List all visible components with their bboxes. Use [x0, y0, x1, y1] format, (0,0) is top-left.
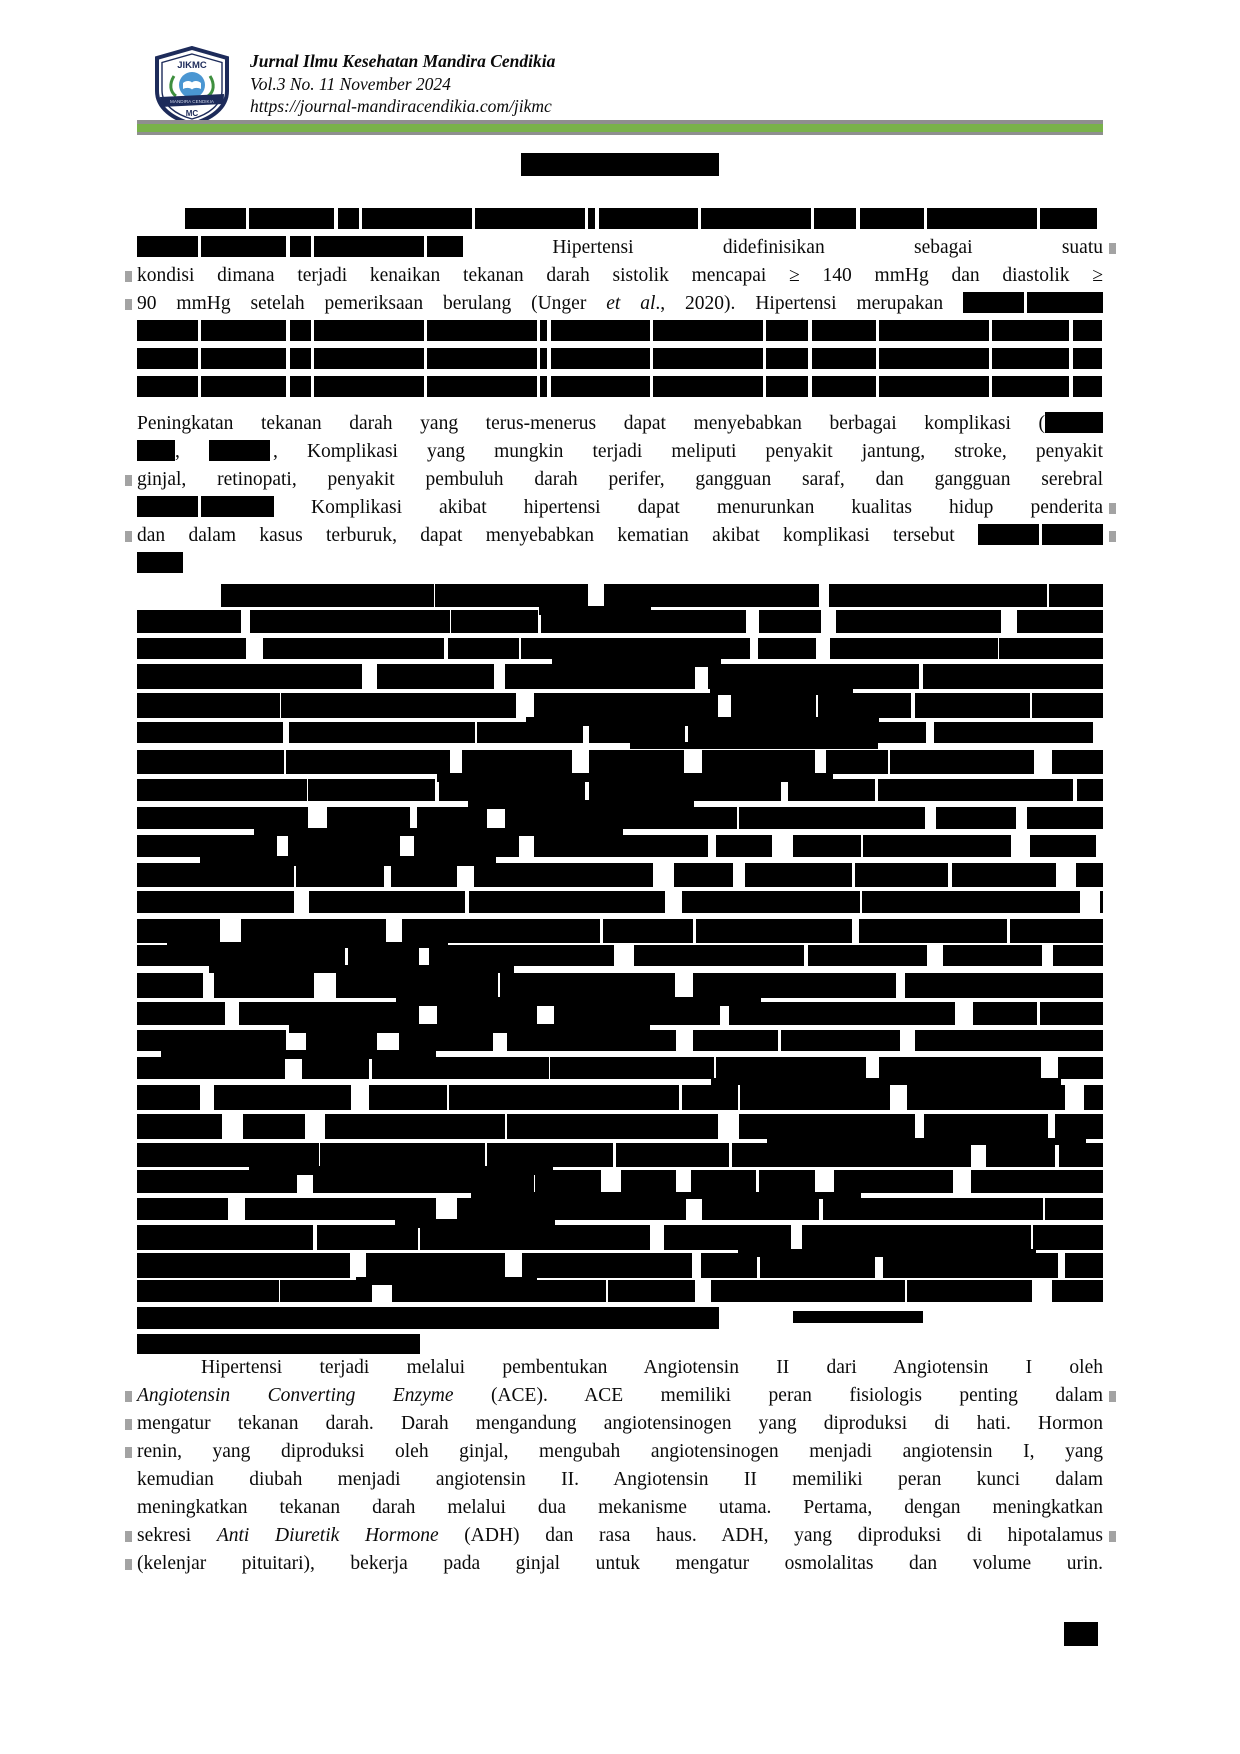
- redaction-bar: [1045, 1198, 1103, 1220]
- redaction-bar: [137, 440, 175, 461]
- redaction-bar: [137, 552, 183, 573]
- text-line: [137, 522, 1103, 550]
- redaction-bar: [327, 807, 410, 829]
- redaction-bar: [760, 1253, 875, 1277]
- text-span: 90 mmHg setelah pemeriksaan berulang (Unger: [137, 293, 607, 314]
- text-line: [137, 1494, 1103, 1522]
- journal-logo-icon: [150, 46, 234, 126]
- redaction-bar: [137, 779, 307, 801]
- redaction-bar: [879, 1057, 1041, 1079]
- redaction-bar: [716, 835, 772, 857]
- redaction-bar: [462, 750, 572, 775]
- paragraph-mekanisme: [137, 1354, 1103, 1578]
- redaction-bar: [417, 807, 488, 829]
- redaction-bar: [781, 1030, 900, 1051]
- redaction-bar: [429, 945, 614, 966]
- redaction-bar: [296, 863, 384, 886]
- redaction-bar: [137, 863, 294, 886]
- redaction-bar: [280, 1280, 372, 1302]
- redaction-bar: [239, 1002, 419, 1025]
- redaction-bar: [505, 664, 695, 689]
- redaction-bar: [137, 891, 294, 914]
- redaction-bar: [414, 835, 519, 857]
- redaction-bar: [507, 1114, 718, 1139]
- redaction-bar: [731, 693, 816, 718]
- redaction-bar: [729, 1002, 955, 1025]
- svg-text:MANDIRA CENDIKIA: MANDIRA CENDIKIA: [170, 99, 214, 104]
- redaction-bar: [1027, 807, 1103, 829]
- redaction-bar: [603, 919, 692, 943]
- redaction-bar: [137, 1307, 719, 1329]
- redaction-bar: [137, 1170, 297, 1193]
- redaction-bar: [1040, 1002, 1103, 1025]
- redaction-bar: [534, 835, 709, 857]
- redaction-bar: [137, 1334, 420, 1354]
- redaction-bar: [963, 292, 1103, 313]
- redaction-bar: [999, 638, 1103, 659]
- redaction-bar: [711, 1078, 1061, 1084]
- redaction-bar: [241, 919, 386, 943]
- redaction-bar: [308, 779, 435, 801]
- redaction-bar: [696, 919, 852, 943]
- redaction-bar: [883, 1253, 1058, 1277]
- redaction-bar: [286, 750, 450, 775]
- text-line: [137, 1522, 1103, 1550]
- redaction-bar: [788, 779, 874, 801]
- redaction-bar: [137, 693, 280, 718]
- redaction-bar: [137, 1143, 319, 1167]
- redaction-bar: [971, 1170, 1103, 1193]
- redaction-bar: [302, 1057, 369, 1079]
- redaction-bar: [739, 1114, 915, 1139]
- redaction-bar: [309, 891, 465, 914]
- redaction-bar: [758, 638, 816, 659]
- text-span: mengatur tekanan darah. Darah mengandung angiotensinogen yang diproduksi di hati. Hormon: [137, 1413, 1103, 1434]
- redaction-bar: [708, 664, 919, 689]
- redaction-bar: [608, 1280, 695, 1302]
- redaction-bar: [541, 610, 746, 633]
- italic-text: et al: [606, 293, 656, 314]
- redaction-bar: [701, 1253, 757, 1277]
- text-span: Komplikasi akibat hipertensi dapat menurunkan kualitas hidup penderita: [274, 497, 1103, 518]
- redaction-bar: [688, 722, 926, 743]
- redaction-bar: [674, 863, 733, 886]
- redaction-bar: [826, 750, 889, 775]
- header-divider-bar: [137, 120, 1103, 135]
- redaction-bar: [137, 835, 277, 857]
- paragraph-intro: [137, 206, 1103, 402]
- redaction-bar: [137, 664, 362, 689]
- redaction-bar: [137, 919, 220, 943]
- text-line: [137, 262, 1103, 290]
- redaction-bar: [137, 496, 274, 517]
- svg-text:JIKMC: JIKMC: [177, 60, 207, 71]
- redaction-bar: [943, 945, 1042, 966]
- redaction-bar: [682, 891, 861, 914]
- redaction-bar: [449, 1085, 679, 1110]
- text-line: [137, 234, 1103, 262]
- redaction-bar: [554, 1002, 721, 1025]
- redaction-bar: [923, 664, 1103, 689]
- redaction-bar: [250, 610, 450, 633]
- redaction-bar: [759, 1170, 814, 1193]
- redaction-bar: [1045, 412, 1103, 433]
- text-line: [137, 1382, 1103, 1410]
- redaction-bar: [137, 1002, 225, 1025]
- text-line: [137, 1550, 1103, 1578]
- redaction-bar: [702, 750, 815, 775]
- redaction-bar: [907, 1280, 1032, 1302]
- journal-name: Jurnal Ilmu Kesehatan Mandira Cendikia: [250, 51, 556, 71]
- redaction-bar: [823, 1198, 1043, 1220]
- text-line: [137, 1466, 1103, 1494]
- redaction-bar: [1065, 1253, 1103, 1277]
- text-line: [137, 206, 1103, 234]
- redaction-bar: [716, 1057, 866, 1079]
- redaction-bar: [469, 891, 666, 914]
- text-span: , Komplikasi yang mungkin terjadi meliputi penyakit jantung, stroke, penyakit: [272, 441, 1103, 462]
- redaction-bar: [711, 1280, 905, 1302]
- redaction-bar: [1059, 1143, 1103, 1167]
- redaction-bar: [402, 919, 600, 943]
- redaction-bar: [1076, 863, 1103, 886]
- redaction-bar: [137, 750, 284, 775]
- redacted-page-number: [1064, 1622, 1098, 1646]
- redaction-bar: [604, 584, 819, 607]
- redaction-bar: [691, 1170, 757, 1193]
- svg-text:MC: MC: [185, 109, 199, 118]
- redaction-bar: [616, 1143, 729, 1167]
- redaction-bar: [1049, 584, 1103, 607]
- redaction-bar: [1032, 693, 1103, 718]
- redaction-bar: [1052, 750, 1103, 775]
- redaction-bar: [439, 779, 585, 801]
- redaction-bar: [986, 1143, 1055, 1167]
- redaction-bar: [550, 1057, 714, 1079]
- text-span: (ACE). ACE memiliki peran fisiologis penting dalam: [453, 1385, 1103, 1406]
- redaction-bar: [621, 1170, 676, 1193]
- redaction-bar: [500, 973, 675, 998]
- redaction-bar: [281, 693, 516, 718]
- text-line: [137, 410, 1103, 438]
- italic-text: Anti Diuretik Hormone: [216, 1525, 439, 1546]
- redaction-bar: [451, 610, 538, 633]
- redaction-bar: [834, 1170, 953, 1193]
- redaction-bar: [818, 693, 911, 718]
- redaction-bar: [745, 863, 853, 886]
- text-span: renin, yang diproduksi oleh ginjal, mengubah angiotensinogen menjadi angiotensin I, yang: [137, 1441, 1103, 1462]
- text-span: ., 2020). Hipertensi merupakan: [655, 293, 963, 314]
- redaction-bar: [702, 1198, 820, 1220]
- text-line: [137, 550, 1103, 578]
- redaction-bar: [1100, 891, 1103, 914]
- journal-volume: Vol.3 No. 11 November 2024: [250, 73, 451, 94]
- redaction-bar: [137, 722, 283, 743]
- redaction-bar: [137, 610, 241, 633]
- redaction-bar: [137, 376, 1103, 397]
- redaction-bar: [829, 584, 1047, 607]
- text-span: Hipertensi terjadi melalui pembentukan Angiotensin II dari Angiotensin I oleh: [201, 1357, 1103, 1378]
- redaction-bar: [137, 1280, 279, 1302]
- redaction-bar: [589, 750, 685, 775]
- redaction-bar: [288, 835, 400, 857]
- redaction-bar: [862, 891, 1079, 914]
- redaction-bar: [1053, 945, 1103, 966]
- page-header: [150, 46, 555, 126]
- text-line: [137, 374, 1103, 402]
- redaction-bar: [243, 1114, 304, 1139]
- redaction-bar: [739, 807, 925, 829]
- redaction-bar: [317, 1225, 418, 1250]
- redacted-article-title: [521, 153, 719, 176]
- redaction-bar: [830, 638, 998, 659]
- redaction-bar: [477, 722, 583, 743]
- redaction-bar: [457, 1198, 687, 1220]
- redaction-bar: [793, 835, 861, 857]
- redaction-bar: [1055, 1114, 1103, 1139]
- redaction-bar: [137, 1253, 350, 1277]
- text-span: dan dalam kasus terburuk, dapat menyebabkan kematian akibat komplikasi tersebut: [137, 525, 978, 546]
- redaction-bar: [263, 638, 444, 659]
- redaction-bar: [289, 722, 475, 743]
- redaction-bar: [630, 742, 878, 749]
- redaction-bar: [209, 440, 273, 461]
- text-line: [137, 1438, 1103, 1466]
- redaction-bar: [505, 807, 737, 829]
- redaction-bar: [448, 638, 519, 659]
- text-line: [137, 438, 1103, 466]
- text-span: Peningkatan tekanan darah yang terus-menerus dapat menyebabkan berbagai komplikasi (: [137, 413, 1045, 434]
- text-span: meningkatkan tekanan darah melalui dua mekanisme utama. Pertama, dengan meningkatkan: [137, 1497, 1103, 1518]
- text-line: [137, 318, 1103, 346]
- redaction-bar: [1017, 610, 1103, 633]
- text-span: Hipertensi didefinisikan sebagai suatu: [463, 237, 1103, 258]
- redaction-bar: [437, 1002, 537, 1025]
- redaction-bar: [535, 1170, 601, 1193]
- text-span: ,: [175, 441, 209, 462]
- text-line: [137, 1410, 1103, 1438]
- redaction-bar: [137, 1057, 285, 1079]
- italic-text: Angiotensin Converting Enzyme: [137, 1385, 454, 1406]
- redaction-bar: [1077, 779, 1103, 801]
- redaction-bar: [915, 1030, 1104, 1051]
- redaction-bar: [802, 1225, 1032, 1250]
- redaction-bar: [589, 779, 782, 801]
- redaction-bar: [137, 638, 246, 659]
- redaction-bar: [474, 863, 653, 886]
- redaction-bar: [348, 945, 419, 966]
- redaction-bar: [137, 348, 1103, 369]
- text-span: ginjal, retinopati, penyakit pembuluh darah perifer, gangguan saraf, dan gangguan serebral: [137, 469, 1103, 490]
- redaction-bar: [890, 750, 1034, 775]
- redaction-bar: [1084, 1085, 1103, 1110]
- text-span: (ADH) dan rasa haus. ADH, yang diproduksi di hipotalamus: [438, 1525, 1103, 1546]
- redaction-bar: [693, 973, 896, 998]
- redaction-bar: [366, 1253, 505, 1277]
- text-line: [137, 290, 1103, 318]
- redaction-bar: [325, 1114, 506, 1139]
- redacted-text-block: [137, 584, 1103, 1350]
- redaction-bar: [214, 973, 313, 998]
- redaction-bar: [808, 945, 927, 966]
- redaction-bar: [634, 945, 805, 966]
- redaction-bar: [377, 664, 494, 689]
- redaction-bar: [214, 1085, 351, 1110]
- redaction-bar: [137, 807, 308, 829]
- redaction-bar: [522, 1253, 693, 1277]
- text-line: [137, 466, 1103, 494]
- redaction-bar: [855, 863, 948, 886]
- redaction-bar: [1010, 919, 1103, 943]
- redaction-bar: [589, 722, 685, 743]
- redaction-bar: [336, 973, 499, 998]
- redaction-bar: [306, 1030, 377, 1051]
- redaction-bar: [924, 1114, 1048, 1139]
- redaction-bar: [905, 973, 1103, 998]
- redaction-bar: [682, 1085, 739, 1110]
- text-line: [137, 346, 1103, 374]
- redaction-bar: [907, 1085, 1065, 1110]
- journal-info: [250, 46, 555, 118]
- redaction-bar: [1033, 1225, 1103, 1250]
- redaction-bar: [507, 1030, 677, 1051]
- redaction-bar: [952, 863, 1056, 886]
- redaction-bar: [137, 320, 1103, 341]
- text-span: sekresi: [137, 1525, 217, 1546]
- redaction-bar: [836, 610, 1001, 633]
- redaction-bar: [137, 973, 203, 998]
- redaction-bar: [137, 1198, 228, 1220]
- redaction-bar: [137, 1225, 313, 1250]
- redaction-bar: [372, 1057, 549, 1079]
- redaction-bar: [320, 1143, 485, 1167]
- redaction-bar: [137, 945, 345, 966]
- redaction-bar: [863, 835, 1011, 857]
- redaction-bar: [399, 1030, 493, 1051]
- redaction-bar: [137, 1114, 222, 1139]
- redaction-bar: [759, 610, 821, 633]
- redaction-bar: [391, 863, 457, 886]
- redaction-bar: [793, 1311, 923, 1323]
- redaction-bar: [137, 236, 463, 257]
- redaction-bar: [973, 1002, 1037, 1025]
- redaction-bar: [936, 807, 1017, 829]
- redaction-bar: [420, 1225, 650, 1250]
- redaction-bar: [521, 638, 750, 659]
- redaction-bar: [245, 1198, 436, 1220]
- paragraph-komplikasi: [137, 410, 1103, 578]
- text-span: (kelenjar pituitari), bekerja pada ginjal untuk mengatur osmolalitas dan volume urin.: [137, 1553, 1103, 1574]
- text-span: kondisi dimana terjadi kenaikan tekanan darah sistolik mencapai ≥ 140 mmHg dan diastolik ≥: [137, 265, 1103, 286]
- redaction-bar: [209, 965, 514, 974]
- text-span: kemudian diubah menjadi angiotensin II. Angiotensin II memiliki peran kunci dalam: [137, 1469, 1103, 1490]
- redaction-bar: [185, 208, 1097, 229]
- text-line: [137, 494, 1103, 522]
- redaction-bar: [1030, 835, 1096, 857]
- redaction-bar: [732, 1143, 971, 1167]
- redaction-bar: [137, 1030, 286, 1051]
- redaction-bar: [693, 1030, 777, 1051]
- redaction-bar: [934, 722, 1093, 743]
- redaction-bar: [534, 693, 718, 718]
- redaction-bar: [137, 1085, 200, 1110]
- redaction-bar: [859, 919, 1007, 943]
- redaction-bar: [1052, 1280, 1103, 1302]
- redaction-bar: [221, 584, 434, 607]
- redaction-bar: [487, 1143, 613, 1167]
- redaction-bar: [369, 1085, 446, 1110]
- redaction-bar: [392, 1280, 606, 1302]
- redaction-bar: [740, 1085, 891, 1110]
- text-line: [137, 1354, 1103, 1382]
- redaction-bar: [915, 693, 1030, 718]
- redaction-bar: [664, 1225, 791, 1250]
- redaction-bar: [435, 584, 587, 607]
- redaction-bar: [1058, 1057, 1103, 1079]
- journal-url: https://journal-mandiracendikia.com/jikmc: [250, 96, 552, 116]
- redaction-bar: [878, 779, 1074, 801]
- redaction-bar: [313, 1170, 534, 1193]
- redaction-bar: [978, 524, 1103, 545]
